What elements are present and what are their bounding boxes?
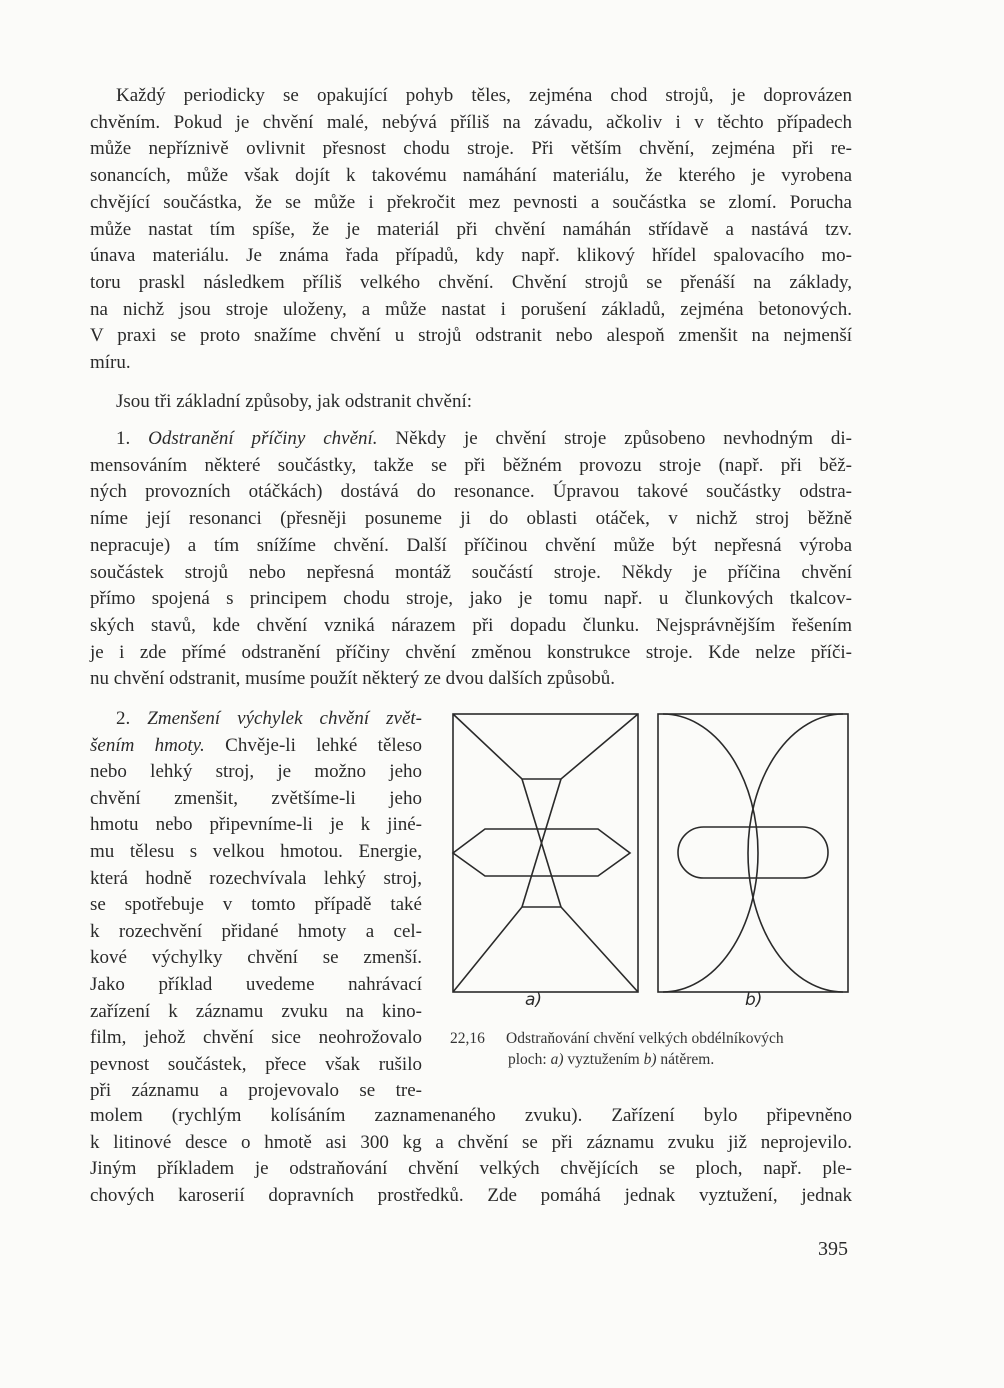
text-line: Každý periodicky se opakující pohyb těles, zejména chod strojů, je doprovázen xyxy=(116,85,852,106)
text-line: V praxi se proto snažíme chvění u strojů odstranit nebo alespoň zmenšit na nejmenší xyxy=(90,325,852,347)
text-line: míru. xyxy=(90,352,131,374)
caption-text: ploch: xyxy=(508,1051,551,1068)
figure-caption xyxy=(450,1028,860,1070)
text-line: ných provozních otáčkách) dostává do resonance. Úpravou takové součástky odstra- xyxy=(90,481,852,503)
text-line: zařízení k záznamu zvuku na kino- xyxy=(90,1000,422,1022)
text-line: mensováním některé součástky, takže se při běžném provozu stroje (např. při běž- xyxy=(90,454,852,476)
stiffener-bottom xyxy=(453,907,638,992)
text-line: může nepříznivě ovlivnit přesnost chodu stroje. Při větším chvění, zejména při re- xyxy=(90,138,852,160)
text-fragment: Někdy je chvění stroje způsobeno nevhodným di- xyxy=(377,428,852,449)
stiffener-hexagon xyxy=(453,829,630,876)
figure-diagram xyxy=(445,708,855,998)
panel-b-coating xyxy=(658,714,848,992)
text-line: sonancích, může však dojít k takovému namáhání materiálu, že kterého je vyrobena xyxy=(90,165,852,187)
text-line: může nastat tím spíše, že je materiál při chvění namáhán střídavě a nastává tzv. xyxy=(90,218,852,240)
text-line xyxy=(90,706,422,733)
caption-text: nátěrem. xyxy=(656,1051,715,1068)
text-line: nu chvění odstranit, musíme použít některý ze dvou dalších způsobů. xyxy=(90,668,616,690)
paragraph-methods-intro xyxy=(90,389,852,416)
text-line: film, jehož chvění sice neohrožovalo xyxy=(90,1027,422,1049)
text-line: nebo lehký stroj, je možno jeho xyxy=(90,761,422,783)
paragraph-method-2-continued xyxy=(90,1103,852,1210)
paragraph-intro xyxy=(90,83,852,377)
text-line xyxy=(90,426,852,453)
panel-a-stiffening xyxy=(453,714,638,992)
text-line xyxy=(90,733,422,760)
text-line: mu tělesu s velkou hmotou. Energie, xyxy=(90,840,422,862)
text-line: chvěním. Pokud je chvění malé, nebývá příliš na závadu, ačkoliv i v těchto případech xyxy=(90,111,852,133)
figure-label-b: b) xyxy=(745,990,763,1010)
text-line: součástek strojů nebo nepřesná montáž součástí stroje. Někdy je příčina chvění xyxy=(90,561,852,583)
text-line: při záznamu a projevovalo se tre- xyxy=(90,1080,422,1102)
caption-ref-b: b) xyxy=(643,1051,657,1068)
text-line: k litinové desce o hmotě asi 300 kg a chvění se při záznamu zvuku již neprojevilo. xyxy=(90,1131,852,1153)
caption-text: Odstraňování chvění velkých obdélníkových xyxy=(506,1030,784,1047)
text-line: je i zde přímé odstranění příčiny chvění změnou konstrukce stroje. Kde nelze příči- xyxy=(90,641,852,663)
text-line: níme její resonanci (přesněji posuneme ji do oblasti otáček, v nichž stroj běžně xyxy=(90,508,852,530)
panel-b-frame xyxy=(658,714,848,992)
text-line: chvějící součástka, že se může i překročit mez pevnosti a součástka se zlomí. Porucha xyxy=(90,191,852,213)
figure-label-a: a) xyxy=(525,990,543,1010)
text-line: Jiným příkladem je odstraňování chvění velkých chvějících se ploch, např. ple- xyxy=(90,1158,852,1180)
text-line: chových karoserií dopravních prostředků. Zde pomáhá jednak vyztužení, jednak xyxy=(90,1185,852,1207)
figure-number: 22,16 xyxy=(450,1030,485,1047)
text-line: ských stavů, kde chvění vzniká nárazem při dopadu člunku. Nejsprávnějším řešením xyxy=(90,614,852,636)
text-line: přímo spojená s principem chodu stroje, jako je tomu např. u člunkových tkalcov- xyxy=(90,588,852,610)
paragraph-method-2 xyxy=(90,706,422,1105)
text-line: na nichž jsou stroje uloženy, a může nastat i porušení základů, zejména betonových. xyxy=(90,298,852,320)
page-number: 395 xyxy=(818,1238,848,1260)
list-number: 1. xyxy=(116,428,131,449)
section-heading-cont: šením hmoty. xyxy=(90,734,205,756)
section-heading: Zmenšení výchylek chvění zvět- xyxy=(147,708,423,729)
paragraph-method-1 xyxy=(90,426,852,693)
section-heading: Odstranění příčiny chvění. xyxy=(148,428,378,449)
coating-stadium xyxy=(678,827,828,878)
text-line: toru praskl následkem příliš velkého chvění. Chvění strojů se přenáší na základy, xyxy=(90,271,852,293)
panel-a-frame xyxy=(453,714,638,992)
text-line: kové výchylky chvění se zmenší. xyxy=(90,947,422,969)
list-number: 2. xyxy=(116,708,131,729)
text-line: molem (rychlým kolísáním zaznamenaného zvuku). Zařízení bylo připevněno xyxy=(90,1105,852,1126)
text-line: únava materiálu. Je známa řada případů, kdy např. klikový hřídel spalovacího mo- xyxy=(90,245,852,267)
caption-text: vyztužením xyxy=(563,1051,644,1068)
text-line: chvění zmenšit, zvětšíme-li jeho xyxy=(90,787,422,809)
text-line: Jsou tři základní způsoby, jak odstranit chvění: xyxy=(116,391,472,412)
text-line: Jako příklad uvedeme nahrávací xyxy=(90,973,422,995)
caption-ref-a: a) xyxy=(550,1051,564,1068)
caption-line-2 xyxy=(450,1049,860,1070)
text-line: se spotřebuje v tomto případě také xyxy=(90,894,422,916)
text-line: která hodně rozechvívala lehký stroj, xyxy=(90,867,422,889)
text-line: k rozechvění přidané hmoty a cel- xyxy=(90,920,422,942)
text-line: pevnost součástek, přece však rušilo xyxy=(90,1053,422,1075)
stiffener-top xyxy=(453,714,638,779)
text-line: hmotu nebo připevníme-li je k jiné- xyxy=(90,814,422,836)
text-fragment: Chvěje-li lehké těleso xyxy=(204,734,422,756)
text-line: nepracuje) a tím snížíme chvění. Další příčinou chvění může být nepřesná výroba xyxy=(90,534,852,556)
